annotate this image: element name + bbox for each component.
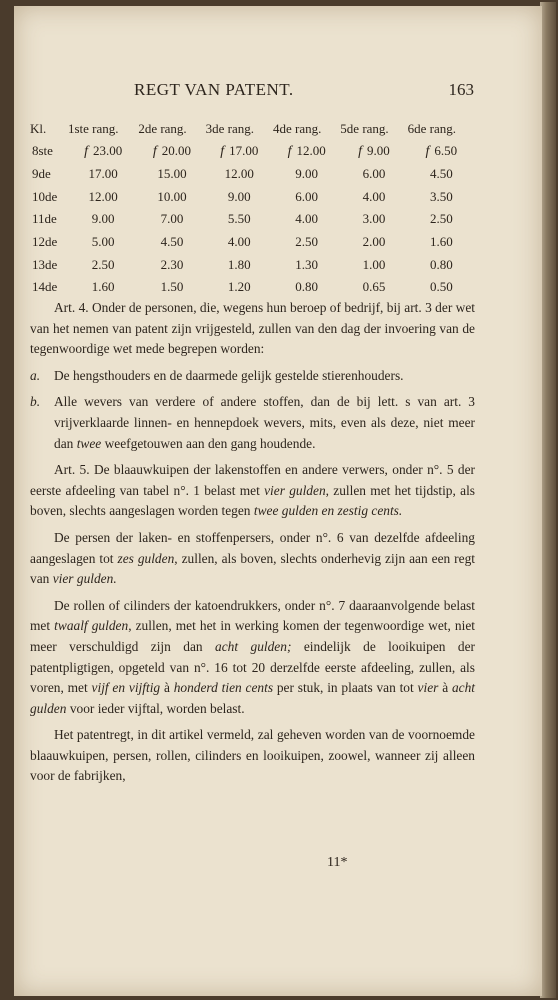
table-cell: 1.60 [429,234,453,250]
table-cell: 5.50 [227,211,251,227]
table-cell: 0.80 [429,256,453,272]
table-cell: 9.00 [227,188,251,204]
table-cell: 0.65 [362,279,386,295]
italic-emphasis: acht gulden [30,680,476,716]
col-header-rank-2: 2de rang. [138,121,187,136]
persen-paragraph: De persen der laken- en stoffenpersers, onder n°. 6 van dezelfde afdeeling aangeslagen tot zes gulden, zullen, als boven, slechts onderhevig zijn aan een regt van vier gulden. [30,529,475,587]
table-cell: 4.00 [295,211,318,227]
table-cell: 12.00 [224,166,254,182]
table-cell: 1.20 [227,279,251,295]
table-cell: f 12.00 [287,142,326,159]
currency-symbol: f [287,143,292,159]
row-class: 12de [32,234,58,250]
table-cell: 9.00 [295,166,318,182]
table-cell: 3.00 [362,211,386,227]
table-row [30,276,475,299]
currency-symbol: f [152,143,157,159]
row-class: 9de [32,166,51,182]
table-cell: 1.30 [295,256,318,272]
table-cell: 6.00 [295,188,318,204]
italic-emphasis: twee [76,435,102,451]
table-cell: 2.50 [295,234,318,250]
table-cell: 10.00 [157,188,187,204]
table-cell: 2.50 [429,211,453,227]
table-row [30,163,475,186]
list-item-a: a. De hengsthouders en de daarmede gelijk gestelde stierenhouders. [30,366,475,387]
currency-symbol: f [358,143,363,159]
table-cell: 17.00 [88,166,118,182]
book-page-edge [540,2,556,998]
table-cell: f 23.00 [84,142,123,159]
table-row [30,231,475,254]
body-text [30,298,475,793]
table-cell: 4.50 [160,234,184,250]
table-cell: 0.80 [295,279,318,295]
col-header-rank-5: 5de rang. [340,121,389,136]
signature-mark: 11* [327,855,348,870]
italic-emphasis: acht gulden; [215,638,292,654]
table-cell: 0.50 [429,279,453,295]
row-class: 11de [32,211,57,227]
row-class: 13de [32,256,58,272]
patent-rates-table [30,118,475,299]
table-cell: 9.00 [91,211,115,227]
table-cell: f 6.50 [425,142,458,159]
currency-symbol: f [220,143,225,159]
row-class: 8ste [32,143,53,159]
italic-emphasis: vier gulden. [52,571,117,587]
table-cell: 15.00 [157,166,187,182]
italic-emphasis: vier [417,680,439,696]
italic-emphasis: honderd tien cents [173,680,274,696]
italic-emphasis: vier gulden [264,482,326,498]
final-paragraph: Het patentregt, in dit artikel vermeld, zal geheven worden van de voornoemde blaauwkuipen, persen, rollen, cilinders en looikuipen, zoowel, wanneer zij alleen voor de fabrijken, [30,727,475,784]
page-header [34,80,474,110]
rollen-paragraph: De rollen of cilinders der katoendrukkers, onder n°. 7 daaraanvolgende belast met twaalf gulden, zullen, met het in werking komen der tegenwoordige wet, niet meer verschuldigd zijn dan acht gulden; eindelijk de looikuipen der patentpligtigen, opgeteld van n°. 16 tot 20 derzelfde eerste afdeeling, zullen, als voren, met vijf en vijftig à honderd tien cents per stuk, in plaats van tot vier à acht gulden voor ieder vijftal, worden belast. [30,597,476,716]
table-cell: 2.00 [362,234,386,250]
italic-emphasis: twee gulden en zestig cents. [253,503,403,519]
table-row [30,253,475,276]
article-5-paragraph: Art. 5. De blaauwkuipen der lakenstoffen en andere verwers, onder n°. 5 der eerste afdeeling van tabel n°. 1 belast met vier gulden, zullen met het tijdstip, als boven, slechts aangeslagen worden tegen twee gulden en zestig cents. [30,462,476,519]
table-cell: f 9.00 [358,142,390,159]
col-header-rank-3: 3de rang. [205,121,255,136]
currency-symbol: f [425,143,430,159]
table-cell: 4.00 [362,188,386,204]
italic-emphasis: twaalf gulden [54,618,129,634]
table-header-row [30,118,475,140]
list-item-b: b. Alle wevers van verdere of andere stoffen, dan de bij lett. s van art. 3 vrijverklaarde linnen- en hennepdoek wevers, mits, even als deze, niet meer dan twee weefgetouwen aan den gang houdende. [30,394,475,451]
table-row [30,140,475,163]
table-cell: 2.30 [160,256,184,272]
page-number: 163 [448,80,474,99]
table-cell: 12.00 [88,188,118,204]
row-class: 10de [32,188,58,204]
item-marker: a. [30,367,41,383]
italic-emphasis: vijf en vijftig [91,680,161,696]
currency-symbol: f [84,143,88,159]
col-header-rank-4: 4de rang. [272,121,322,136]
col-header-rank-6: 6de rang. [407,121,456,136]
running-title: REGT VAN PATENT. [134,80,294,99]
table-cell: 4.50 [429,166,453,182]
col-header-class: Kl. [30,121,47,136]
table-cell: 1.50 [160,279,184,295]
table-cell: 1.80 [227,256,251,272]
table-cell: 4.00 [227,234,251,250]
row-class: 14de [32,279,58,295]
article-4-paragraph: Art. 4. Onder de personen, die, wegens hun beroep of bedrijf, bij art. 3 der wet van het nemen van patent zijn vrijgesteld, zullen van den dag der invoering van de tegenwoordige wet mede begrepen worden: [30,300,475,357]
table-cell: 5.00 [91,234,115,250]
table-cell: 6.00 [362,166,386,182]
table-cell: 7.00 [160,211,184,227]
italic-emphasis: zes gulden [117,550,175,566]
table-cell: f 17.00 [220,142,259,159]
table-cell: 2.50 [91,256,115,272]
table-cell: 1.00 [362,256,386,272]
table-cell: f 20.00 [152,142,192,159]
item-marker: b. [30,394,41,410]
table-row [30,185,475,208]
table-cell: 1.60 [91,279,115,295]
table-cell: 3.50 [429,188,453,204]
table-row [30,208,475,231]
col-header-rank-1: 1ste rang. [67,121,119,136]
